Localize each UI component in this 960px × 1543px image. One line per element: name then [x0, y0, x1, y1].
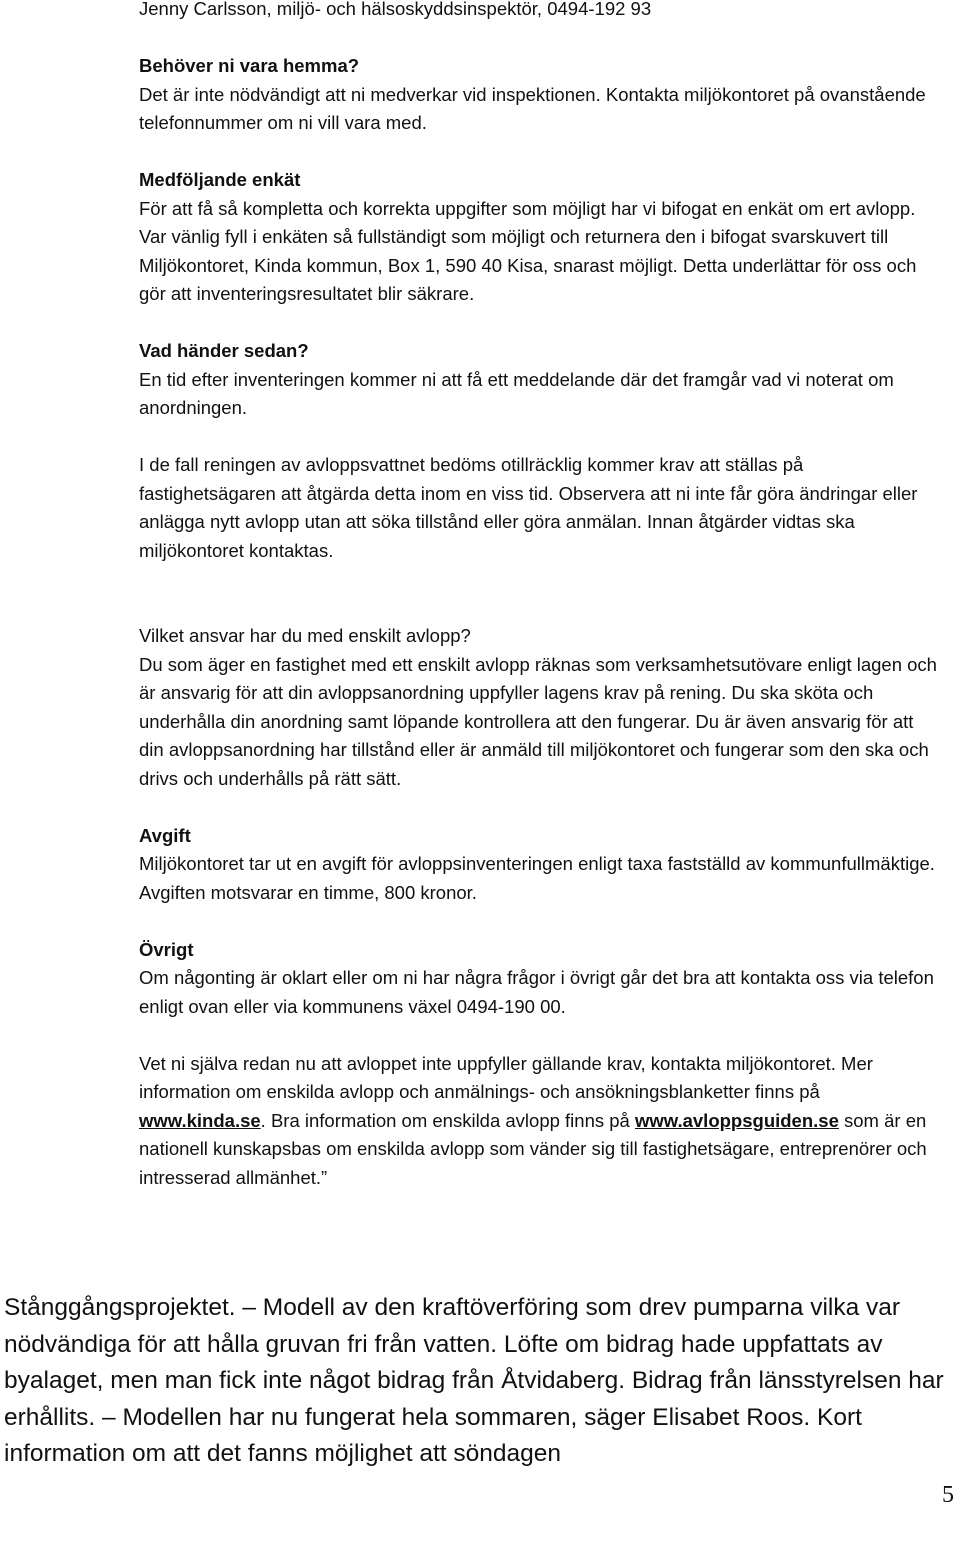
more-info-text-c: som är en nationell kunskapsbas om enskilda avlopp som vänder sig till fastighetsägare, entreprenörer och intresserad allmänhet.” [139, 1109, 927, 1188]
letter-column [139, 0, 939, 1192]
responsibility-body: Du som äger en fastighet med ett enskilt avlopp räknas som verksamhetsutövare enligt lagen och är ansvarig för att din avloppsanordning uppfyller lagens krav på rening. Du ska sköta och underhålla din anordning samt löpande kontrollera att den fungerar. Du är även ansvarig för att din avloppsanordning har tillstånd eller är anmäld till miljökontoret och fungerar som den ska och drivs och underhålls på rätt sätt. [139, 653, 937, 789]
more-info-paragraph [139, 1050, 939, 1193]
other-heading: Övrigt [139, 938, 194, 960]
caption-text: Stånggångsprojektet. – Modell av den kraftöverföring som drev pumparna vilka var nödvändiga för att hålla gruvan fri från vatten. Löfte om bidrag hade uppfattats av byalaget, men man fick inte något bidrag från Åtvidaberg. Bidrag från länsstyrelsen har erhållits. – Modellen har nu fungerat hela sommaren, säger Elisabet Roos. Kort information om att det fanns möjlighet att söndagen [4, 1294, 944, 1467]
home-body: Det är inte nödvändigt att ni medverkar vid inspektionen. Kontakta miljökontoret på ovanstående telefonnummer om ni vill vara med. [139, 83, 926, 133]
home-heading: Behöver ni vara hemma? [139, 55, 360, 76]
avloppsguiden-link[interactable]: www.avloppsguiden.se [634, 1109, 839, 1131]
caption-block [4, 1290, 960, 1473]
other-body: Om någonting är oklart eller om ni har några frågor i övrigt går det bra att kontakta oss via telefon enligt ovan eller via kommunens växel 0494-190 00. [139, 967, 934, 1017]
fee-body: Miljökontoret tar ut en avgift för avloppsinventeringen enligt taxa fastställd av kommunfullmäktige. Avgiften motsvarar en timme, 800 kronor. [139, 853, 935, 903]
fee-heading: Avgift [139, 824, 191, 846]
next-body: En tid efter inventeringen kommer ni att få ett meddelande där det framgår vad vi noterat om anordningen. [139, 368, 894, 418]
page-number: 5 [942, 1482, 954, 1508]
survey-body: För att få så kompletta och korrekta uppgifter som möjligt har vi bifogat en enkät om ert avlopp. Var vänlig fyll i enkäten så fullständigt som möjligt och returnera den i bifogat svarskuvert till Miljökontoret, Kinda kommun, Box 1, 590 40 Kisa, snarast möjligt. Detta underlättar för oss och gör att inventeringsresultatet blir säkrare. [139, 197, 917, 304]
survey-heading: Medföljande enkät [139, 169, 301, 190]
next-heading: Vad händer sedan? [139, 340, 309, 361]
more-info-text-a: Vet ni själva redan nu att avloppet inte uppfyller gällande krav, kontakta miljökontoret. Mer information om enskilda avlopp och anmälnings- och ansökningsblanketter finns på [139, 1052, 873, 1102]
responsibility-heading: Vilket ansvar har du med enskilt avlopp? [139, 625, 471, 646]
kinda-link[interactable]: www.kinda.se [139, 1109, 261, 1131]
contact-line: Jenny Carlsson, miljö- och hälsoskyddsinspektör, 0494-192 93 [139, 0, 652, 19]
more-info-text-b: . Bra information om enskilda avlopp finns på [260, 1109, 635, 1131]
next-body-2: I de fall reningen av avloppsvattnet bedöms otillräcklig kommer krav att ställas på fastighetsägaren att åtgärda detta inom en viss tid. Observera att ni inte får göra ändringar eller anlägga nytt avlopp utan att söka tillstånd eller göra anmälan. Innan åtgärder vidtas ska miljökontoret kontaktas. [139, 454, 918, 561]
